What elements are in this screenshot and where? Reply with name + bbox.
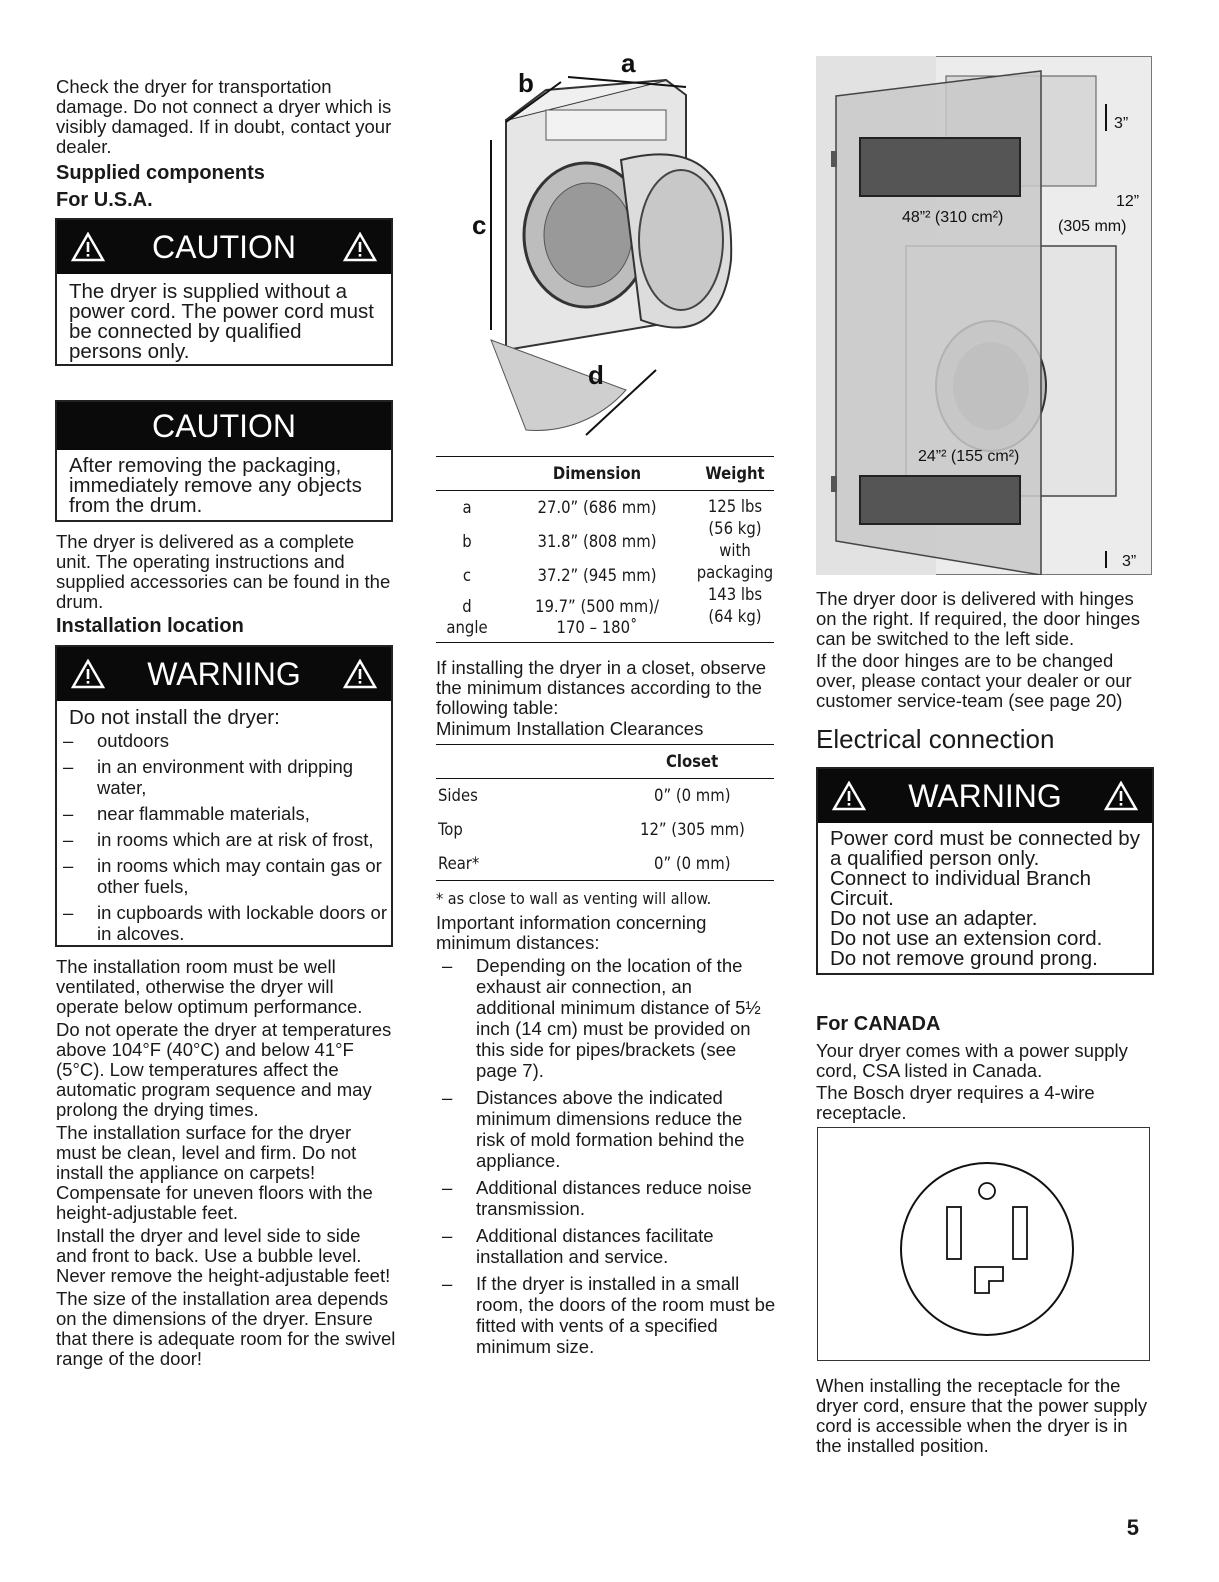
list-item: – outdoors (57, 730, 387, 751)
dim-label-b: b (518, 68, 534, 98)
canada-text-2: The Bosch dryer requires a 4-wire receptacle. (816, 1082, 1095, 1123)
clearances-table (436, 744, 774, 881)
caution-title: CAUTION (152, 407, 296, 444)
list-item: – in rooms which are at risk of frost, (57, 829, 387, 850)
dim-label-c: c (472, 210, 487, 240)
paragraph: Install the dryer and level side to side and front to back. Use a bubble level. Never remove the height-adjustable feet! (56, 1225, 391, 1286)
top-gap-label: 3” (1114, 115, 1129, 132)
canada-text-1: Your dryer comes with a power supply cord, CSA listed in Canada. (816, 1040, 1128, 1081)
footnote: * as close to wall as venting will allow. (436, 889, 712, 908)
delivered-text: The dryer is delivered as a complete unit. The operating instructions and supplied accessories can be found in the drum. (56, 531, 391, 612)
door-text-2: If the door hinges are to be changed over, please contact your dealer or our customer service-team (see page 20) (816, 650, 1132, 711)
dim-label-d: d (588, 360, 604, 390)
important-list (436, 955, 776, 1362)
supplied-heading: Supplied components (56, 162, 265, 184)
caution-body: The dryer is supplied without a power cord. The power cord must be connected by qualified persons only. (69, 280, 374, 363)
weight-cell: 125 lbs (56 kg) with packaging 143 lbs (64 kg) (696, 497, 774, 626)
list-item: – in cupboards with lockable doors or in alcoves. (57, 902, 387, 944)
installation-location-heading: Installation location (56, 615, 244, 637)
list-item: – in an environment with dripping water, (57, 756, 387, 798)
table-row: a 27.0” (686 mm) 125 lbs (56 kg) with packaging 143 lbs (64 kg) (436, 491, 774, 525)
electrical-heading: Electrical connection (816, 724, 1055, 754)
table-header: Dimension (552, 464, 642, 483)
warning-line: Connect to individual Branch Circuit. (830, 867, 1091, 910)
vent-top-label: 48”² (310 cm²) (902, 209, 1004, 226)
bottom-gap-label: 3” (1122, 553, 1137, 570)
list-item: – near flammable materials, (57, 803, 387, 824)
dim-label-a: a (621, 50, 636, 78)
table-row: b 31.8” (808 mm) (462, 532, 657, 551)
warning-triangle-icon (343, 659, 377, 689)
paragraph: The installation surface for the dryer must be clean, level and firm. Do not install the appliance on carpets! Compensate for uneven floors with the height-adjustable feet. (56, 1122, 373, 1223)
closet-intro: If installing the dryer in a closet, observe the minimum distances according to the following table: (436, 657, 767, 718)
table-header: Weight (705, 464, 765, 483)
caution-body: After removing the packaging, immediately remove any objects from the drum. (69, 454, 362, 517)
table-header: Closet (666, 752, 719, 771)
table-row: c 37.2” (945 mm) (462, 566, 657, 585)
door-text-1: The dryer door is delivered with hinges on the right. If required, the door hinges can be switched to the left side. (816, 588, 1140, 649)
warning-triangle-icon (1104, 781, 1138, 811)
intro-text: Check the dryer for transportation damage. Do not connect a dryer which is visibly damaged. If in doubt, contact your dealer. (56, 76, 392, 157)
caution-box-packaging (55, 400, 393, 522)
list-item: – Distances above the indicated minimum dimensions reduce the risk of mold formation behind the appliance. (436, 1087, 776, 1171)
table-row: Rear* 0” (0 mm) (438, 853, 731, 873)
receptacle-figure (817, 1127, 1150, 1361)
list-item: – Additional distances facilitate installation and service. (436, 1225, 776, 1267)
table-row: Top 12” (305 mm) (438, 820, 745, 839)
top-clear-label: 12” (1116, 193, 1140, 210)
dryer-dimensions-figure (436, 50, 774, 445)
page-number: 5 (1126, 1515, 1139, 1540)
warning-triangle-icon (71, 659, 105, 689)
list-item: – If the dryer is installed in a small room, the doors of the room must be fitted with vents of a specified minimum size. (436, 1273, 776, 1357)
caution-box-power-cord (55, 218, 393, 366)
warning-line: Do not remove ground prong. (830, 947, 1098, 970)
warning-lead: Do not install the dryer: (69, 706, 280, 729)
warning-line: Power cord must be connected by a qualified person only. (830, 827, 1140, 870)
warning-line: Do not use an extension cord. (830, 927, 1103, 950)
top-clear-mm-label: (305 mm) (1058, 218, 1127, 235)
dimension-table (436, 456, 774, 643)
table-row: Sides 0” (0 mm) (438, 786, 731, 806)
paragraph: Do not operate the dryer at temperatures above 104°F (40°C) and below 41°F (5°C). Low temperatures affect the automatic program sequence and may prolong the drying times. (56, 1019, 392, 1120)
warning-title: WARNING (147, 655, 301, 692)
clearances-caption: Minimum Installation Clearances (436, 718, 704, 739)
warning-box-location (55, 645, 393, 947)
list-item: – Additional distances reduce noise transmission. (436, 1177, 776, 1219)
vent-bottom-label: 24”² (155 cm²) (918, 448, 1020, 465)
list-item: – in rooms which may contain gas or other fuels, (57, 855, 387, 897)
paragraph: The installation room must be well ventilated, otherwise the dryer will operate below optimum performance. (56, 956, 363, 1017)
list-item: – Depending on the location of the exhaust air connection, an additional minimum distance of 5½ inch (14 cm) must be provided on this side for pipes/brackets (see page 7). (436, 955, 776, 1081)
warning-triangle-icon (343, 232, 377, 262)
important-text: Important information concerning minimum distances: (436, 912, 707, 953)
warning-title: WARNING (908, 777, 1062, 814)
caution-title: CAUTION (152, 228, 296, 265)
closet-installation-figure (816, 56, 1152, 575)
warning-triangle-icon (832, 781, 866, 811)
warning-box-electrical (816, 767, 1154, 975)
table-row: d angle 19.7” (500 mm)/ 170 – 180˚ (446, 597, 659, 638)
warning-list (57, 730, 387, 944)
warning-triangle-icon (71, 232, 105, 262)
canada-heading: For CANADA (816, 1013, 941, 1035)
usa-heading: For U.S.A. (56, 189, 153, 211)
receptacle-note: When installing the receptacle for the dryer cord, ensure that the power supply cord is accessible when the dryer is in the installed position. (816, 1375, 1148, 1456)
warning-line: Do not use an adapter. (830, 907, 1038, 930)
table-header (436, 457, 498, 491)
paragraph: The size of the installation area depends on the dimensions of the dryer. Ensure that there is adequate room for the swivel range of the door! (56, 1288, 396, 1369)
